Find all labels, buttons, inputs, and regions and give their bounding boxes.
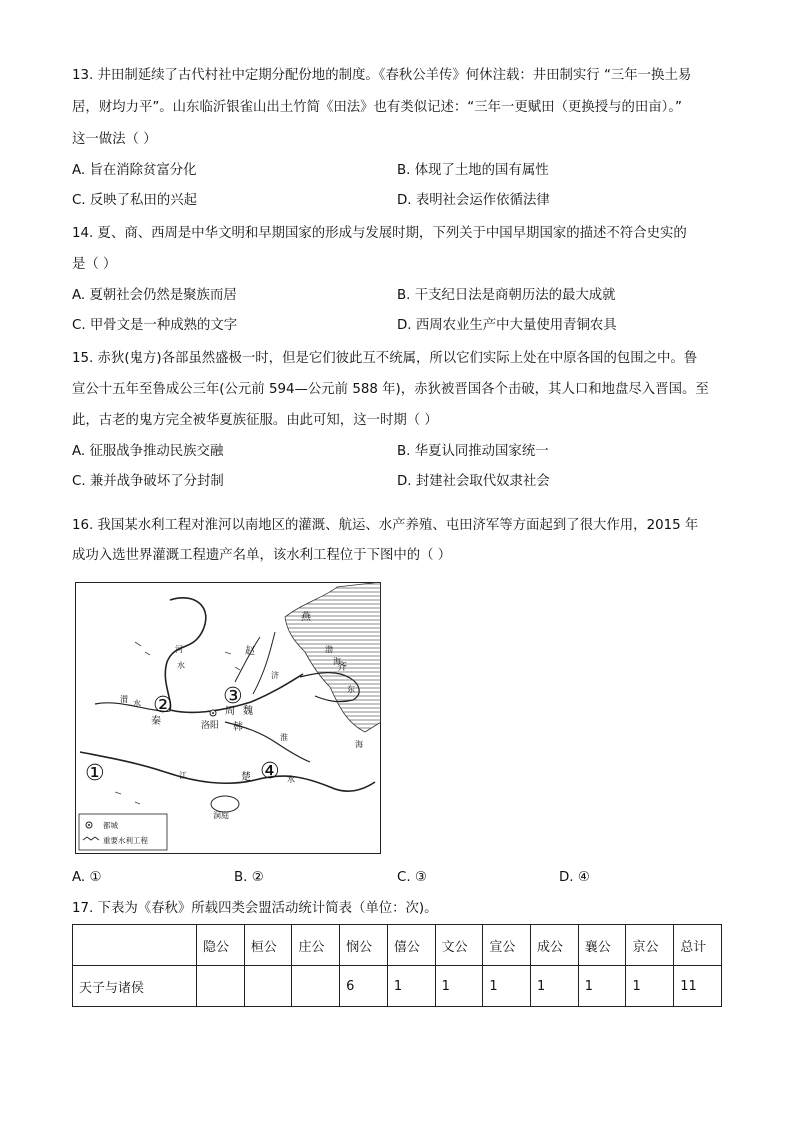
q15-line-2: 宣公十五年至鲁成公三年(公元前 594—公元前 588 年)，赤狄被晋国各个击破，其人口和地盘尽入晋国。至	[72, 382, 709, 397]
table-cell: 1	[626, 966, 674, 1007]
q14-line-2: 是（ ）	[72, 257, 117, 272]
map-label-dongting: 洞庭	[213, 811, 229, 820]
table-cell	[292, 966, 340, 1007]
q14-option-d[interactable]: D. 西周农业生产中大量使用青铜农具	[397, 318, 617, 333]
map-label-han: 韩	[233, 722, 243, 733]
q16-option-b[interactable]: B. ②	[234, 870, 264, 885]
table-header-cell: 京公	[626, 925, 674, 966]
table-cell: 1	[483, 966, 531, 1007]
map-label-zhao: 赵	[245, 646, 255, 657]
q16-option-d[interactable]: D. ④	[559, 870, 590, 885]
map-label-qi: 齐	[337, 662, 347, 673]
table-header-cell: 僖公	[387, 925, 435, 966]
marker-3: ③	[223, 684, 243, 709]
table-header-cell: 庄公	[292, 925, 340, 966]
table-cell: 1	[387, 966, 435, 1007]
map-label-huai: 淮	[280, 733, 288, 742]
map-label-jiang: 江	[179, 771, 187, 780]
map-label-hai1: 海	[333, 657, 341, 666]
q13-option-c[interactable]: C. 反映了私田的兴起	[72, 193, 197, 208]
legend-water-project: 重要水利工程	[103, 836, 148, 845]
table-cell	[244, 966, 292, 1007]
warring-states-map	[75, 582, 381, 854]
map-label-qin: 秦	[151, 716, 161, 727]
table-row	[73, 966, 722, 1007]
map-label-hai2: 海	[355, 740, 363, 749]
marker-4: ④	[260, 759, 280, 784]
q13-line-2: 居，财均力平”。山东临沂银雀山出土竹简《田法》也有类似记述：“三年一更赋田（更换授与的田亩）。”	[72, 100, 682, 115]
alliance-stats-table	[72, 924, 722, 1007]
map-label-ji: 济	[271, 671, 279, 680]
map-label-dong: 东	[347, 685, 355, 694]
marker-1: ①	[85, 761, 105, 786]
q13-line-1: 13. 井田制延续了古代村社中定期分配份地的制度。《春秋公羊传》何休注载：井田制实行 “三年一换土易	[72, 68, 692, 83]
q14-option-c[interactable]: C. 甲骨文是一种成熟的文字	[72, 318, 238, 333]
q15-option-d[interactable]: D. 封建社会取代奴隶社会	[397, 474, 550, 489]
q15-option-c[interactable]: C. 兼并战争破坏了分封制	[72, 474, 224, 489]
table-cell: 11	[674, 966, 722, 1007]
table-cell: 1	[578, 966, 626, 1007]
table-header-cell: 成公	[531, 925, 579, 966]
table-header-row	[73, 925, 722, 966]
q13-option-d[interactable]: D. 表明社会运作依循法律	[397, 193, 550, 208]
q15-option-b[interactable]: B. 华夏认同推动国家统一	[397, 444, 549, 459]
map-label-yan: 燕	[301, 612, 311, 623]
table-header-cell	[73, 925, 197, 966]
q13-line-3: 这一做法（ ）	[72, 132, 157, 147]
q14-option-a[interactable]: A. 夏朝社会仍然是聚族而居	[72, 288, 237, 303]
q14-option-b[interactable]: B. 干支纪日法是商朝历法的最大成就	[397, 288, 616, 303]
q16-option-c[interactable]: C. ③	[397, 870, 427, 885]
q17-stem: 17. 下表为《春秋》所载四类会盟活动统计简表（单位：次)。	[72, 901, 438, 916]
table-header-cell: 总计	[674, 925, 722, 966]
q16-option-a[interactable]: A. ①	[72, 870, 102, 885]
table-header-cell: 文公	[435, 925, 483, 966]
table-header-cell: 桓公	[244, 925, 292, 966]
map-label-shui3: 水	[287, 775, 295, 784]
map-label-weiriver: 渭	[120, 695, 128, 704]
table-header-cell: 悯公	[340, 925, 388, 966]
table-header-cell: 隐公	[197, 925, 245, 966]
legend-capital: 都城	[103, 821, 118, 830]
q16-line-2: 成功入选世界灌溉工程遗产名单，该水利工程位于下图中的（ ）	[72, 548, 452, 563]
table-header-cell: 襄公	[578, 925, 626, 966]
q13-option-b[interactable]: B. 体现了土地的国有属性	[397, 163, 549, 178]
q16-line-1: 16. 我国某水利工程对淮河以南地区的灌溉、航运、水产养殖、屯田济军等方面起到了很大作用，2015 年	[72, 518, 699, 533]
table-header-cell: 宣公	[483, 925, 531, 966]
map-label-shui1: 水	[177, 661, 185, 670]
table-cell: 天子与诸侯	[73, 966, 197, 1007]
map-label-shui2: 水	[133, 699, 141, 708]
map-label-zhou: 周	[225, 706, 235, 717]
map-label-bo: 渤	[325, 645, 333, 654]
map-label-he: 河	[175, 645, 183, 654]
q14-line-1: 14. 夏、商、西周是中华文明和早期国家的形成与发展时期，下列关于中国早期国家的描述不符合史实的	[72, 226, 687, 241]
q13-option-a[interactable]: A. 旨在消除贫富分化	[72, 163, 197, 178]
map-label-chu: 楚	[241, 772, 251, 783]
map-label-wei: 魏	[243, 706, 253, 717]
table-cell	[197, 966, 245, 1007]
marker-2: ②	[153, 693, 173, 718]
q15-line-3: 此，古老的鬼方完全被华夏族征服。由此可知，这一时期（ ）	[72, 413, 438, 428]
q15-option-a[interactable]: A. 征服战争推动民族交融	[72, 444, 224, 459]
table-cell: 1	[435, 966, 483, 1007]
table-cell: 6	[340, 966, 388, 1007]
map-label-luoyang: 洛阳	[201, 721, 220, 731]
q15-line-1: 15. 赤狄(鬼方)各部虽然盛极一时，但是它们彼此互不统属，所以它们实际上处在中原各国的包围之中。鲁	[72, 351, 698, 366]
table-cell: 1	[531, 966, 579, 1007]
